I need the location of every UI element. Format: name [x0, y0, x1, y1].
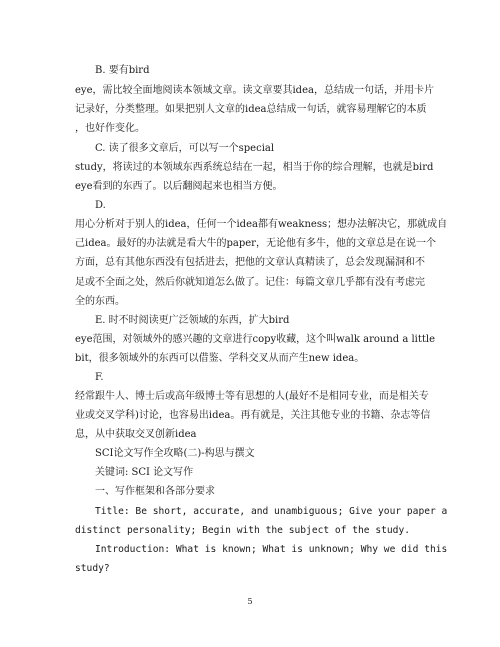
para-b-line: eye，需比较全面地阅读本领域文章。读文章要其idea，总结成一句话，并用卡片	[75, 85, 434, 96]
para-b-line: 记录好，分类整理。如果把别人文章的idea总结成一句话，就容易理解它的本质	[75, 104, 427, 115]
para-c-line: eye看到的东西了。以后翻阅起来也相当方便。	[75, 181, 283, 192]
para-e-heading: E. 时不时阅读更广泛领域的东西，扩大bird	[95, 315, 290, 326]
introduction-requirements-cont: study?	[75, 563, 110, 574]
para-c-heading: C. 读了很多文章后，可以写一个special	[95, 143, 275, 154]
para-c-line: study，将读过的本领域东西系统总结在一起，相当于你的综合理解，也就是bird	[75, 162, 434, 173]
page-number: 5	[247, 597, 253, 606]
introduction-requirements: Introduction: What is known; What is unknown; Why we did this	[95, 544, 448, 555]
para-d-line: 己idea。最好的办法就是看大牛的paper，无论他有多牛，他的文章总是在说一个	[75, 238, 436, 249]
para-f-line: 息，从中获取交叉创新idea	[75, 429, 197, 440]
article-title: SCI论文写作全攻略(二)-构思与撰文	[95, 448, 255, 459]
para-b-line: ，也好作变化。	[75, 123, 145, 134]
section-heading: 一、写作框架和各部分要求	[95, 486, 215, 497]
para-d-line: 足或不全面之处，然后你就知道怎么做了。记住：每篇文章几乎都有没有考虑完	[75, 277, 425, 288]
para-d-line: 全的东西。	[75, 296, 125, 307]
para-d-line: 方面，总有其他东西没有包括进去，把他的文章认真精读了，总会发现漏洞和不	[75, 257, 425, 268]
title-requirements-cont: distinct personality; Begin with the subject of the study.	[75, 525, 411, 536]
para-f-heading: F.	[95, 372, 104, 383]
para-d-heading: D.	[95, 200, 106, 211]
keywords-line: 关键词: SCI 论文写作	[95, 467, 194, 478]
para-b-heading: B. 要有bird	[95, 65, 150, 76]
para-e-line: eye范围，对领域外的感兴趣的文章进行copy收藏，这个叫walk around a little	[75, 334, 436, 345]
para-d-line: 用心分析对于别人的idea，任何一个idea都有weakness；想办法解决它，那就成自	[75, 219, 448, 230]
para-f-line: 经常跟牛人、博士后或高年级博士等有思想的人(最好不是相同专业，而是相关专	[75, 391, 429, 402]
para-e-line: bit，很多领域外的东西可以借鉴、学科交叉从而产生new idea。	[75, 353, 365, 364]
title-requirements: Title: Be short, accurate, and unambiguous; Give your paper a	[95, 506, 448, 517]
para-f-line: 业或交叉学科)讨论，也容易出idea。再有就是，关注其他专业的书籍、杂志等信	[75, 410, 431, 421]
